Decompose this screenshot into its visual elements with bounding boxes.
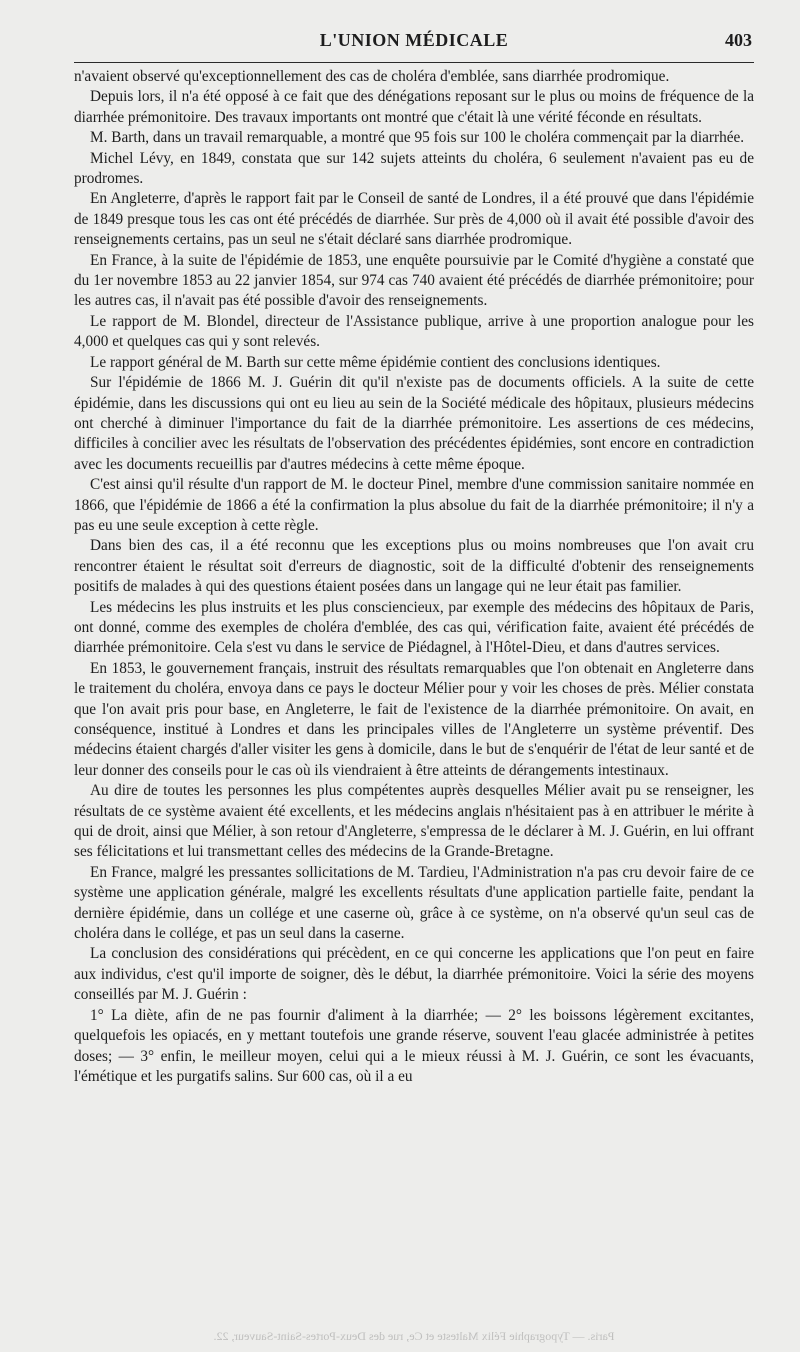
page-header <box>74 26 754 63</box>
bleed-through-footer: Paris. — Typographie Félix Malteste et Ce, rue des Deux-Portes-Saint-Sauveur, 22. <box>213 1329 615 1343</box>
paragraph: Le rapport de M. Blondel, directeur de l'Assistance publique, arrive à une proportion analogue pour les 4,000 et quelques cas qui y sont relevés. <box>74 312 754 351</box>
paragraph: En France, malgré les pressantes sollicitations de M. Tardieu, l'Administration n'a pas cru devoir faire de ce système une application générale, malgré les excellents résultats d'une application partielle faite, pendant la dernière épidémie, dans un collége et une caserne où, grâce à ce système, on n'a observé qu'un seul cas de choléra dans le collége, et pas un seul dans la caserne. <box>74 863 754 943</box>
paragraph: En Angleterre, d'après le rapport fait par le Conseil de santé de Londres, il a été prouvé que dans l'épidémie de 1849 presque tous les cas ont été précédés de diarrhée. Sur près de 4,000 où il avait été possible d'avoir des renseignements certains, pas un seul ne s'était déclaré sans diarrhée prodromique. <box>74 190 754 249</box>
paragraph: Au dire de toutes les personnes les plus compétentes auprès desquelles Mélier avait pu se renseigner, les résultats de ce système avaient été excellents, et les médecins anglais n'hésitaient pas à en attribuer le mérite à qui de droit, ainsi que Mélier, à son retour d'Angleterre, s'empressa de le déclarer à M. J. Guérin, en lui offrant ses félicitations et lui transmettant celles des médecins de la Grande-Bretagne. <box>74 782 754 861</box>
paragraph: Dans bien des cas, il a été reconnu que les exceptions plus ou moins nombreuses que l'on avait cru rencontrer étaient le résultat soit d'erreurs de diagnostic, soit de la difficulté d'obtenir des renseignements positifs de malades à qui des questions étaient posées dans un langage qui ne leur était pas familier. <box>74 537 754 596</box>
paragraph: n'avaient observé qu'exceptionnellement des cas de choléra d'emblée, sans diarrhée prodromique. <box>74 68 670 85</box>
paragraph: En France, à la suite de l'épidémie de 1853, une enquête poursuivie par le Comité d'hygiène a constaté que du 1er novembre 1853 au 22 janvier 1854, sur 974 cas 740 avaient été précédés de diarrhée prémonitoire; pour les autres cas, il n'avait pas été possible d'avoir des renseignements. <box>74 251 754 310</box>
article-body <box>74 67 754 1087</box>
paragraph: Michel Lévy, en 1849, constata que sur 142 sujets atteints du choléra, 6 seulement n'avaient pas eu de prodromes. <box>74 149 754 188</box>
paragraph: Depuis lors, il n'a été opposé à ce fait que des dénégations reposant sur le plus ou moins de fréquence de la diarrhée prémonitoire. Des travaux importants ont montré que c'était là une vérité féconde en résultats. <box>74 88 754 126</box>
paragraph: 1° La diète, afin de ne pas fournir d'aliment à la diarrhée; — 2° les boissons légèrement excitantes, quelquefois les opiacés, en y mettant toutefois une grande réserve, souvent l'eau glacée administrée à petites doses; — 3° enfin, le meilleur moyen, celui qui a le mieux réussi à M. J. Guérin, ce sont les évacuants, l'émétique et les purgatifs salins. Sur 600 cas, où il a eu <box>74 1006 754 1085</box>
paragraph: Sur l'épidémie de 1866 M. J. Guérin dit qu'il n'existe pas de documents officiels. A la suite de cette épidémie, dans les discussions qui ont eu lieu au sein de la Société médicale des hôpitaux, plusieurs médecins ont cherché à diminuer l'importance du fait de la diarrhée prémonitoire. Les assertions de ces médecins, difficiles à concilier avec les résultats de l'observation des précédentes épidémies, sont encore en contradiction avec les documents recueillis par d'autres médecins à cette même époque. <box>74 374 754 473</box>
running-title: L'UNION MÉDICALE <box>319 30 509 50</box>
paragraph: La conclusion des considérations qui précèdent, en ce qui concerne les applications que l'on peut en faire aux individus, c'est qu'il importe de soigner, dès le début, la diarrhée prémonitoire. Voici la série des moyens conseillés par M. J. Guérin : <box>74 945 754 1004</box>
paragraph: Le rapport général de M. Barth sur cette même épidémie contient des conclusions identiques. <box>90 353 661 371</box>
paragraph: Les médecins les plus instruits et les plus consciencieux, par exemple des médecins des hôpitaux de Paris, ont donné, comme des exemples de choléra d'emblée, des cas qui, vérification faite, avaient été précédés de diarrhée prémonitoire. Cela s'est vu dans le service de Piédagnel, à l'Hôtel-Dieu, et dans d'autres services. <box>74 598 754 657</box>
paragraph: C'est ainsi qu'il résulte d'un rapport de M. le docteur Pinel, membre d'une commission sanitaire nommée en 1866, que l'épidémie de 1866 a été la confirmation la plus absolue du fait de la diarrhée prémonitoire; il n'y a pas eu une seule exception à cette règle. <box>74 476 754 534</box>
paragraph: En 1853, le gouvernement français, instruit des résultats remarquables que l'on obtenait en Angleterre dans le traitement du choléra, envoya dans ce pays le docteur Mélier pour y voir les choses de près. Mélier constata que l'on avait pris pour base, en Angleterre, le fait de l'existence de la diarrhée prémonitoire. On avait, en conséquence, institué à Londres et dans les principales villes de l'Angleterre un système préventif. Des médecins étaient chargés d'aller visiter les gens à domicile, dans le but de s'enquérir de l'état de leur santé et de leur donner des conseils pour le cas où ils viendraient à être atteints de dérangements intestinaux. <box>74 659 754 779</box>
page-number: 403 <box>725 30 752 50</box>
paragraph: M. Barth, dans un travail remarquable, a montré que 95 fois sur 100 le choléra commençait par la diarrhée. <box>90 129 745 147</box>
